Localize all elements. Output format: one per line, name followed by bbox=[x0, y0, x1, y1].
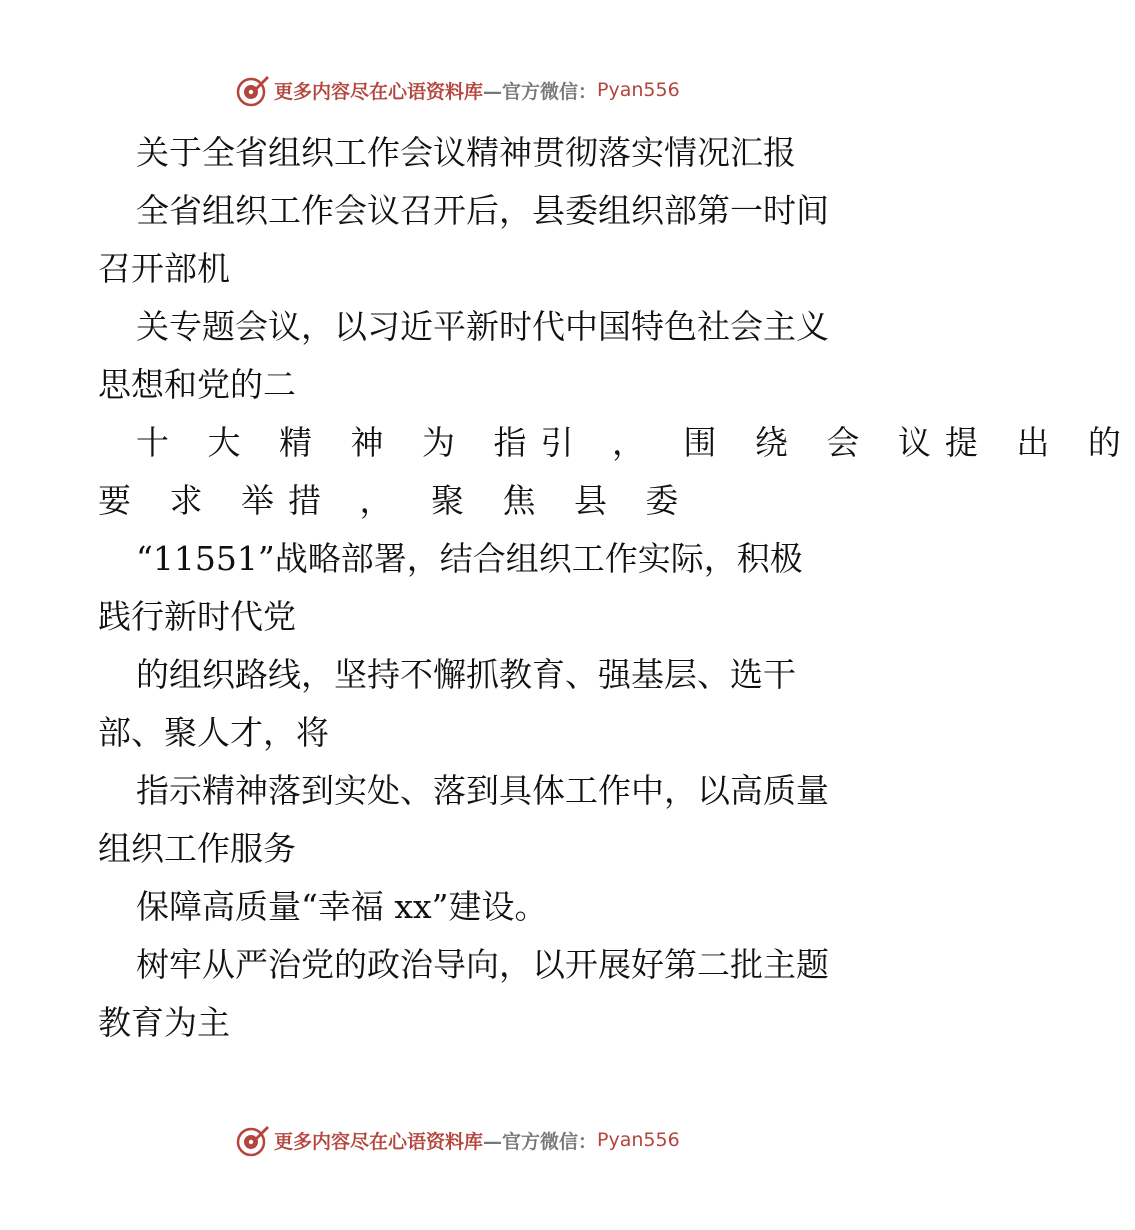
pen-logo-icon bbox=[236, 73, 270, 107]
document-line: 关于全省组织工作会议精神贯彻落实情况汇报 bbox=[136, 133, 796, 172]
document-line: 践行新时代党 bbox=[98, 597, 296, 636]
document-line: 关专题会议，以习近平新时代中国特色社会主义 bbox=[136, 307, 829, 346]
document-line: 部、聚人才，将 bbox=[98, 713, 329, 752]
document-line: 的组织路线，坚持不懈抓教育、强基层、选干 bbox=[136, 655, 796, 694]
pen-logo-icon bbox=[236, 1123, 270, 1157]
watermark-main-text: 更多内容尽在心语资料库 bbox=[274, 1130, 484, 1153]
document-line: 要 求 举措 ， 聚 焦 县 委 bbox=[98, 481, 693, 520]
watermark-main-text: 更多内容尽在心语资料库 bbox=[274, 80, 484, 103]
document-line: 保障高质量“幸福 xx”建设。 bbox=[136, 887, 548, 926]
document-line: 思想和党的二 bbox=[98, 365, 296, 404]
watermark-separator-text: —官方微信： bbox=[483, 80, 598, 103]
document-line: 十 大 精 神 为 指引 ， 围 绕 会 议提 出 的 bbox=[136, 423, 1135, 462]
header-watermark bbox=[236, 73, 680, 107]
document-body bbox=[98, 124, 1135, 1052]
footer-watermark bbox=[236, 1123, 680, 1157]
watermark-separator-text: —官方微信： bbox=[483, 1130, 598, 1153]
document-line: 指示精神落到实处、落到具体工作中，以高质量 bbox=[136, 771, 829, 810]
document-line: 教育为主 bbox=[98, 1003, 230, 1042]
document-line: 召开部机 bbox=[98, 249, 230, 288]
watermark-id-text: Pyan556 bbox=[597, 1129, 680, 1151]
document-line: 全省组织工作会议召开后，县委组织部第一时间 bbox=[136, 191, 829, 230]
document-line: 组织工作服务 bbox=[98, 829, 296, 868]
document-line: 树牢从严治党的政治导向，以开展好第二批主题 bbox=[136, 945, 829, 984]
watermark-id-text: Pyan556 bbox=[597, 79, 680, 101]
document-line: “11551”战略部署，结合组织工作实际，积极 bbox=[136, 539, 803, 578]
